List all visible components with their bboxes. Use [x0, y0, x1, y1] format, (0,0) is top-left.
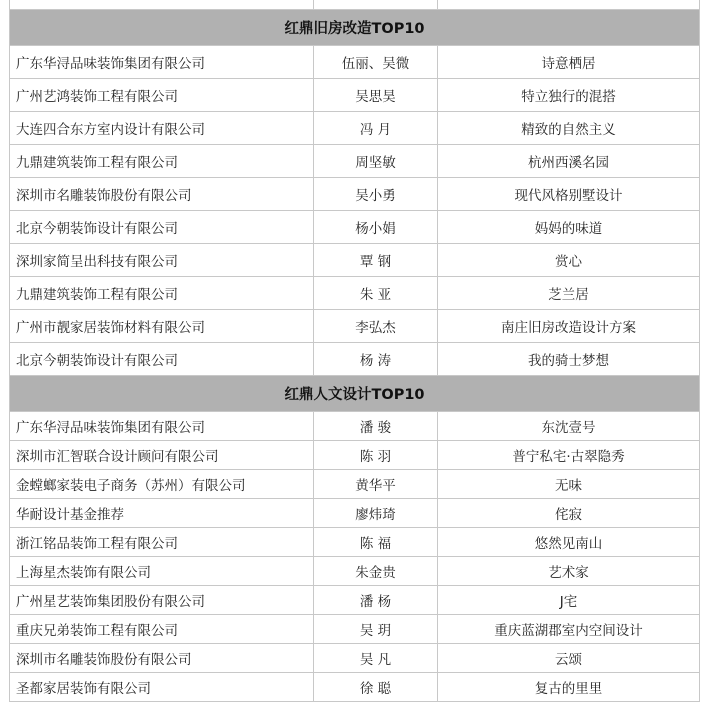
designer-cell: 陈 福 [314, 528, 438, 557]
company-cell: 北京今朝装饰设计有限公司 [10, 343, 314, 376]
work-title-cell: 芝兰居 [438, 277, 700, 310]
section-title: 红鼎旧房改造TOP10 [10, 10, 700, 46]
table-row [10, 211, 700, 244]
company-cell: 上海星杰装饰有限公司 [10, 557, 314, 586]
company-cell: 大连四合东方室内设计有限公司 [10, 112, 314, 145]
section-header-row [10, 10, 700, 46]
designer-cell: 吴 凡 [314, 644, 438, 673]
table-row [10, 441, 700, 470]
work-title-cell: 妈妈的味道 [438, 211, 700, 244]
work-title-cell: 复古的里里 [438, 673, 700, 702]
work-title-cell: 重庆蓝湖郡室内空间设计 [438, 615, 700, 644]
cell [438, 0, 700, 10]
company-cell: 深圳市汇智联合设计顾问有限公司 [10, 441, 314, 470]
designer-cell: 廖炜琦 [314, 499, 438, 528]
work-title-cell: 精致的自然主义 [438, 112, 700, 145]
work-title-cell: 无味 [438, 470, 700, 499]
table-row [10, 615, 700, 644]
work-title-cell: 赏心 [438, 244, 700, 277]
company-cell: 浙江铭品装饰工程有限公司 [10, 528, 314, 557]
table-row [10, 343, 700, 376]
designer-cell: 冯 月 [314, 112, 438, 145]
section-title: 红鼎人文设计TOP10 [10, 376, 700, 412]
designer-cell: 陈 羽 [314, 441, 438, 470]
company-cell: 圣都家居装饰有限公司 [10, 673, 314, 702]
work-title-cell: 云颂 [438, 644, 700, 673]
company-cell: 深圳家简呈出科技有限公司 [10, 244, 314, 277]
table-row [10, 79, 700, 112]
designer-cell: 徐 聪 [314, 673, 438, 702]
designer-cell: 杨 涛 [314, 343, 438, 376]
table-row [10, 178, 700, 211]
work-title-cell: 特立独行的混搭 [438, 79, 700, 112]
table-row [10, 644, 700, 673]
company-cell: 广州市靓家居装饰材料有限公司 [10, 310, 314, 343]
table-row [10, 673, 700, 702]
work-title-cell: 东沈壹号 [438, 412, 700, 441]
company-cell: 深圳市名雕装饰股份有限公司 [10, 178, 314, 211]
work-title-cell: 侘寂 [438, 499, 700, 528]
company-cell: 广州艺鸿装饰工程有限公司 [10, 79, 314, 112]
designer-cell: 吴思昊 [314, 79, 438, 112]
cell [314, 0, 438, 10]
table-row [10, 412, 700, 441]
company-cell: 广东华浔品味装饰集团有限公司 [10, 412, 314, 441]
table-row [10, 244, 700, 277]
table-row [10, 586, 700, 615]
table-row [10, 46, 700, 79]
work-title-cell: 悠然见南山 [438, 528, 700, 557]
table-row [10, 470, 700, 499]
designer-cell: 吴小勇 [314, 178, 438, 211]
table-row [10, 557, 700, 586]
designer-cell: 覃 钢 [314, 244, 438, 277]
awards-table [9, 0, 700, 702]
company-cell: 九鼎建筑装饰工程有限公司 [10, 145, 314, 178]
company-cell: 广州星艺装饰集团股份有限公司 [10, 586, 314, 615]
company-cell: 九鼎建筑装饰工程有限公司 [10, 277, 314, 310]
company-cell: 北京今朝装饰设计有限公司 [10, 211, 314, 244]
table-row [10, 277, 700, 310]
table-row [10, 499, 700, 528]
table-row [10, 145, 700, 178]
section-header-row [10, 376, 700, 412]
table-row [10, 112, 700, 145]
designer-cell: 杨小娟 [314, 211, 438, 244]
designer-cell: 潘 杨 [314, 586, 438, 615]
awards-table-body [10, 0, 700, 702]
designer-cell: 黄华平 [314, 470, 438, 499]
company-cell: 深圳市名雕装饰股份有限公司 [10, 644, 314, 673]
table-row [10, 310, 700, 343]
designer-cell: 周坚敏 [314, 145, 438, 178]
work-title-cell: 我的骑士梦想 [438, 343, 700, 376]
company-cell: 金螳螂家装电子商务（苏州）有限公司 [10, 470, 314, 499]
work-title-cell: J宅 [438, 586, 700, 615]
table-row [10, 528, 700, 557]
designer-cell: 朱金贵 [314, 557, 438, 586]
work-title-cell: 普宁私宅·古翠隐秀 [438, 441, 700, 470]
top-partial-row [10, 0, 700, 10]
work-title-cell: 诗意栖居 [438, 46, 700, 79]
work-title-cell: 现代风格别墅设计 [438, 178, 700, 211]
designer-cell: 李弘杰 [314, 310, 438, 343]
designer-cell: 伍丽、吴微 [314, 46, 438, 79]
company-cell: 重庆兄弟装饰工程有限公司 [10, 615, 314, 644]
designer-cell: 吴 玥 [314, 615, 438, 644]
designer-cell: 潘 骏 [314, 412, 438, 441]
company-cell: 广东华浔品味装饰集团有限公司 [10, 46, 314, 79]
company-cell: 华耐设计基金推荐 [10, 499, 314, 528]
designer-cell: 朱 亚 [314, 277, 438, 310]
work-title-cell: 艺术家 [438, 557, 700, 586]
work-title-cell: 南庄旧房改造设计方案 [438, 310, 700, 343]
cell [10, 0, 314, 10]
work-title-cell: 杭州西溪名园 [438, 145, 700, 178]
awards-table-container [9, 0, 699, 702]
